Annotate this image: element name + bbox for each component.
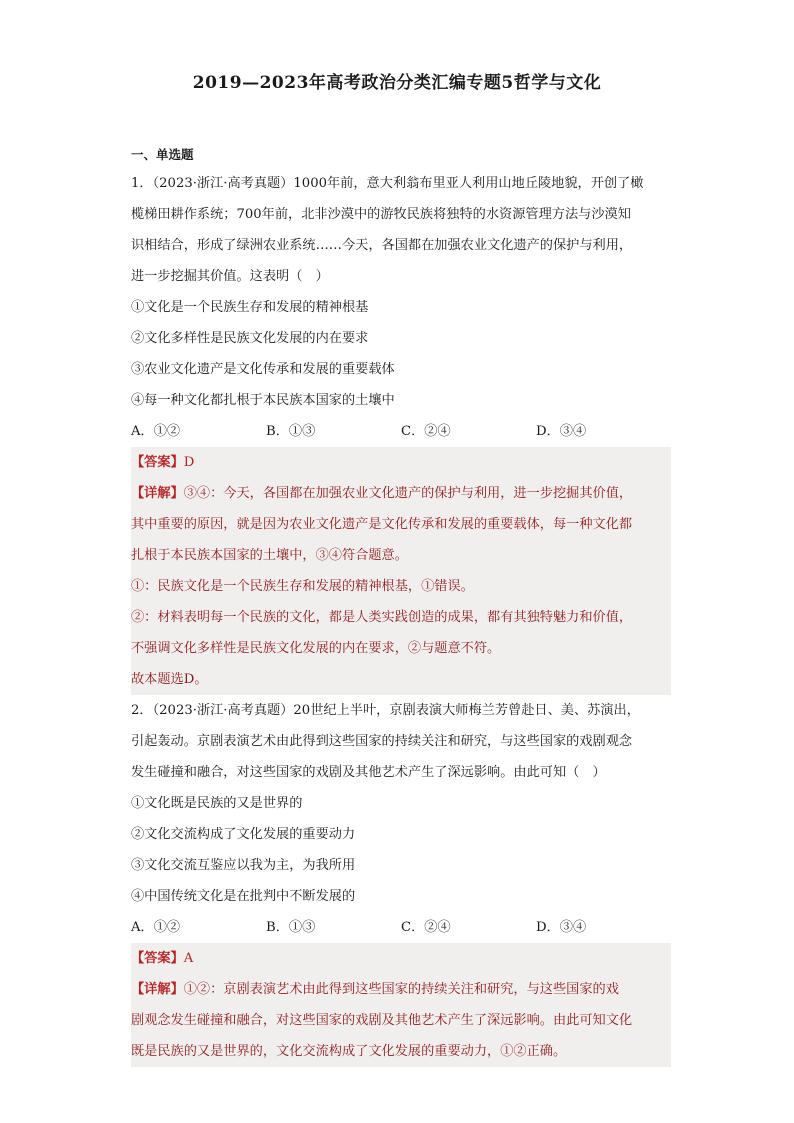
statement-option: ③文化交流互鉴应以我为主，为我所用 [131,858,356,873]
detail-line [131,478,671,509]
statement-option: ①文化既是民族的又是世界的 [131,796,303,811]
choice-c: C．②④ [401,424,451,439]
question-2 [131,695,671,1067]
question-text-line: 1．（2023·浙江·高考真题）1000年前，意大利翁布里亚人利用山地丘陵地貌，开创了橄 [131,176,644,191]
answer-label: 【答案】 [131,455,184,470]
detail-label: 【详解】 [131,486,184,501]
question-text-line: 进一步挖掘其价值。这表明（ ） [131,269,329,284]
answer-value: D [183,455,195,470]
statement-option: ②文化交流构成了文化发展的重要动力 [131,827,356,842]
question-text-line: 发生碰撞和融合，对这些国家的戏剧及其他艺术产生了深远影响。由此可知（ ） [131,765,606,780]
detail-line: 既是民族的又是世界的，文化交流构成了文化发展的重要动力，①②正确。 [131,1044,567,1059]
detail-line: 不强调文化多样性是民族文化发展的内在要求，②与题意不符。 [131,641,501,656]
choice-d: D．③④ [536,424,587,439]
answer-value: A [183,951,194,966]
answer-line [131,447,671,478]
question-text-line: 识相结合，形成了绿洲农业系统……今天，各国都在加强农业文化遗产的保护与利用， [131,238,633,253]
detail-line [131,974,671,1005]
section-heading: 一、单选题 [131,147,194,162]
statement-option: ③农业文化遗产是文化传承和发展的重要载体 [131,362,395,377]
detail-label: 【详解】 [131,982,184,997]
detail-line: 剧观念发生碰撞和融合，对这些国家的戏剧及其他艺术产生了深远影响。由此可知文化 [131,1013,633,1028]
statement-option: ④中国传统文化是在批判中不断发展的 [131,889,356,904]
statement-option: ④每一种文化都扎根于本民族本国家的土壤中 [131,393,395,408]
answer-label: 【答案】 [131,951,184,966]
answer-choices [131,912,671,943]
question-text-line: 2．（2023·浙江·高考真题）20世纪上半叶，京剧表演大师梅兰芳曾赴日、美、苏演出， [131,703,640,718]
detail-line: ①：民族文化是一个民族生存和发展的精神根基，①错误。 [131,579,474,594]
answer-choices [131,416,671,447]
choice-b: B．①③ [266,920,316,935]
detail-text: ③④：今天，各国都在加强农业文化遗产的保护与利用，进一步挖掘其价值， [183,486,633,501]
question-1 [131,168,671,695]
answer-line [131,943,671,974]
question-text-line: 榄梯田耕作系统；700年前，北非沙漠中的游牧民族将独特的水资源管理方法与沙漠知 [131,207,631,222]
detail-line: 扎根于本民族本国家的土壤中，③④符合题意。 [131,548,408,563]
choice-c: C．②④ [401,920,451,935]
detail-text: ①②：京剧表演艺术由此得到这些国家的持续关注和研究，与这些国家的戏 [183,982,619,997]
answer-block [131,447,671,695]
choice-a: A．①② [131,424,181,439]
detail-line: 故本题选D。 [131,672,208,687]
statement-option: ②文化多样性是民族文化发展的内在要求 [131,331,369,346]
detail-line: ②：材料表明每一个民族的文化，都是人类实践创造的成果，都有其独特魅力和价值， [131,610,633,625]
choice-b: B．①③ [266,424,316,439]
question-text-line: 引起轰动。京剧表演艺术由此得到这些国家的持续关注和研究，与这些国家的戏剧观念 [131,734,633,749]
choice-a: A．①② [131,920,181,935]
page-title: 2019—2023年高考政治分类汇编专题5哲学与文化 [192,73,602,93]
choice-d: D．③④ [536,920,587,935]
detail-line: 其中重要的原因，就是因为农业文化遗产是文化传承和发展的重要载体，每一种文化都 [131,517,633,532]
statement-option: ①文化是一个民族生存和发展的精神根基 [131,300,369,315]
answer-block [131,943,671,1067]
content-area [131,146,671,1067]
